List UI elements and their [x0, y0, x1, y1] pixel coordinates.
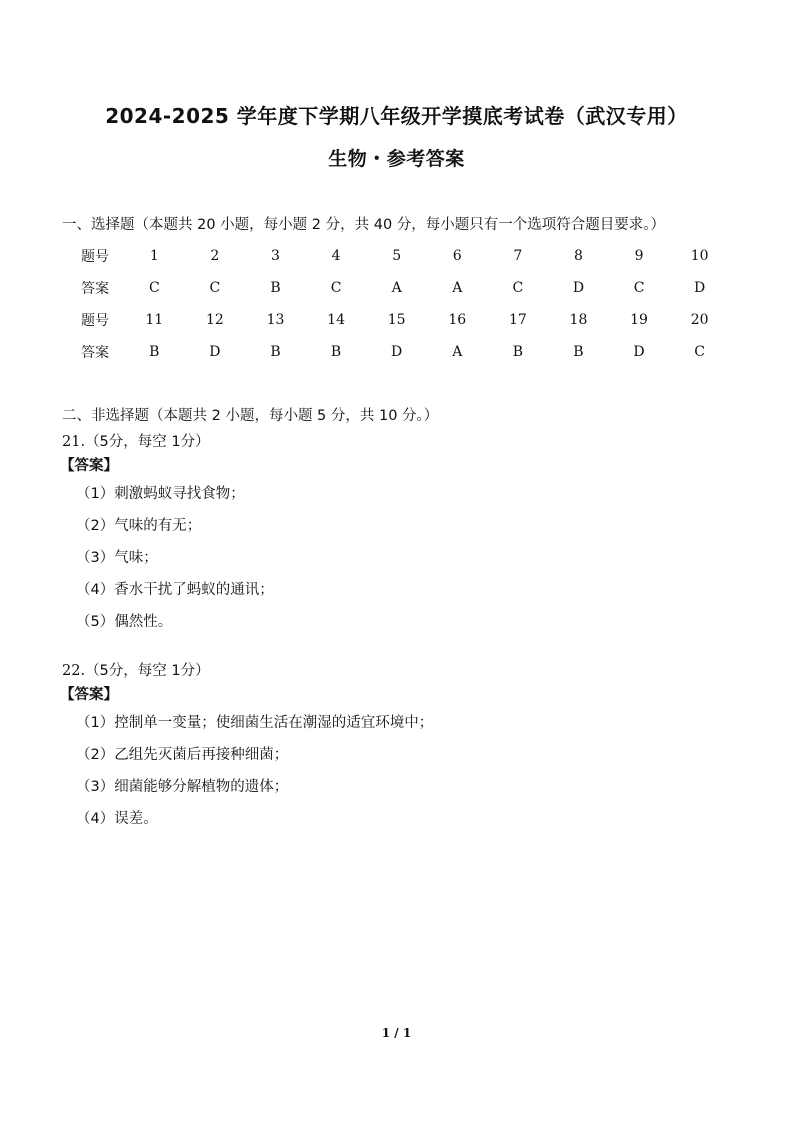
table-cell: 16 — [448, 312, 467, 328]
section2-heading: 二、非选择题（本题共 2 小题，每小题 5 分，共 10 分。） — [62, 408, 439, 424]
table-cell: 17 — [508, 312, 527, 328]
table-cell: B — [512, 344, 523, 360]
question-number: 22. — [62, 663, 86, 679]
answer-list — [62, 478, 742, 638]
table-cell: 9 — [634, 248, 644, 264]
table-cell: 14 — [327, 312, 345, 328]
answer-label: 【答案】 — [60, 458, 118, 474]
table-cell: 13 — [266, 312, 285, 328]
table-cell: D — [572, 280, 585, 296]
table-cell: C — [694, 344, 705, 360]
table-cell: 20 — [690, 312, 709, 328]
table-cell: A — [452, 280, 463, 296]
answer-line: （3）气味； — [76, 550, 158, 566]
page-number: 1 / 1 — [381, 1026, 412, 1040]
multiple-choice-answer-table — [66, 240, 730, 368]
answer-line: （3）细菌能够分解植物的遗体； — [76, 779, 289, 795]
table-cell: D — [209, 344, 221, 360]
row-label: 答案 — [81, 345, 109, 361]
score-note: （5分，每空 1分） — [85, 434, 210, 450]
table-cell: 4 — [331, 248, 341, 264]
table-row — [66, 336, 730, 368]
table-cell: 1 — [149, 248, 159, 264]
table-cell: 11 — [145, 312, 164, 328]
question-21-header — [62, 430, 742, 454]
table-cell: D — [391, 344, 403, 360]
question-22 — [62, 659, 742, 835]
answer-line: （5）偶然性。 — [76, 614, 173, 630]
table-cell: B — [270, 344, 281, 360]
table-cell: D — [633, 344, 645, 360]
table-cell: A — [391, 280, 402, 296]
table-cell: C — [148, 280, 160, 296]
table-cell: B — [149, 344, 160, 360]
row-label: 题号 — [81, 313, 109, 329]
table-cell: 15 — [387, 312, 406, 328]
table-cell: B — [270, 280, 281, 296]
table-cell: 3 — [271, 248, 280, 264]
table-row — [66, 240, 730, 272]
table-cell: B — [330, 344, 342, 360]
question-21 — [62, 430, 742, 638]
answer-line: （2）乙组先灭菌后再接种细菌； — [76, 747, 289, 763]
answer-line: （4）误差。 — [76, 811, 158, 827]
section1-heading: 一、选择题（本题共 20 小题，每小题 2 分，共 40 分，每小题只有一个选项符合题目要求。） — [62, 217, 666, 233]
answer-line: （4）香水干扰了蚂蚁的通讯； — [76, 582, 274, 598]
table-cell: 12 — [205, 312, 224, 328]
table-cell: 7 — [513, 248, 523, 264]
answer-line: （1）刺激蚂蚁寻找食物； — [76, 486, 245, 502]
table-cell: B — [573, 344, 584, 360]
table-cell: C — [209, 280, 221, 296]
question-22-header — [62, 659, 742, 683]
row-label: 题号 — [81, 249, 109, 265]
table-cell: 8 — [573, 248, 583, 264]
answer-line: （2）气味的有无； — [76, 518, 202, 534]
table-cell: D — [694, 280, 706, 296]
table-cell: 19 — [630, 312, 648, 328]
table-cell: C — [512, 280, 524, 296]
table-cell: A — [452, 344, 463, 360]
table-cell: C — [330, 280, 342, 296]
row-label: 答案 — [81, 281, 109, 297]
table-cell: 18 — [569, 312, 588, 328]
table-cell: 6 — [452, 248, 462, 264]
document-title: 2024-2025 学年度下学期八年级开学摸底考试卷（武汉专用） — [105, 104, 688, 128]
document-subtitle: 生物・参考答案 — [328, 148, 465, 170]
table-cell: 2 — [210, 248, 220, 264]
table-row — [66, 304, 730, 336]
answer-line: （1）控制单一变量；使细菌生活在潮湿的适宜环境中； — [76, 715, 434, 731]
answer-label: 【答案】 — [60, 687, 118, 703]
question-number: 21. — [62, 434, 86, 450]
table-row — [66, 272, 730, 304]
score-note: （5分，每空 1分） — [85, 663, 210, 679]
table-cell: 5 — [392, 248, 402, 264]
table-cell: 10 — [690, 248, 709, 264]
table-cell: C — [633, 280, 645, 296]
answer-list — [62, 707, 742, 835]
